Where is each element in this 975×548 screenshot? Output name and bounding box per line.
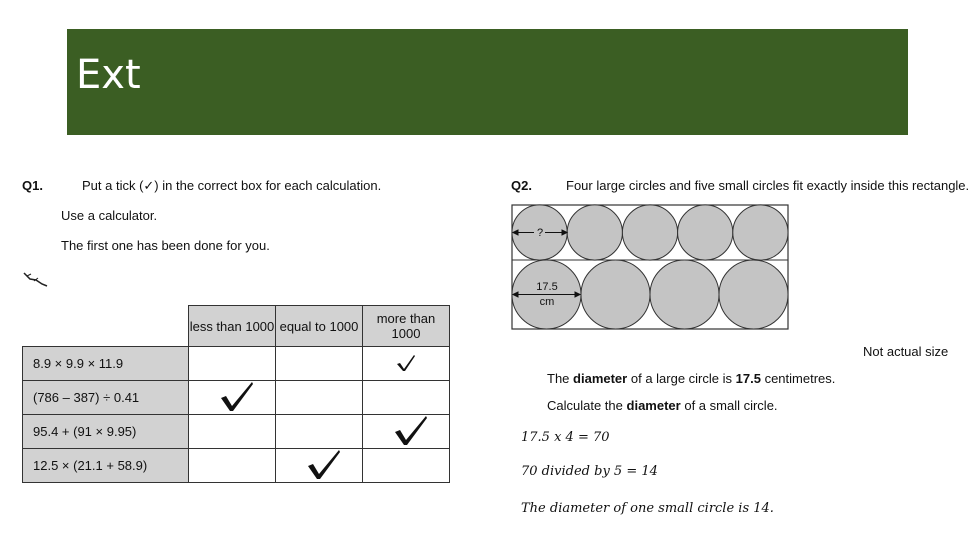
pen-scribble-icon <box>22 270 50 288</box>
tick-mark-icon <box>396 354 416 372</box>
small-circle <box>678 205 733 260</box>
answer-cell[interactable] <box>189 347 276 381</box>
table-row <box>23 381 450 415</box>
answer-cell[interactable] <box>276 449 363 483</box>
small-circle <box>567 205 622 260</box>
header-less-than: less than 1000 <box>189 306 276 347</box>
q1-example-note: The first one has been done for you. <box>61 238 270 253</box>
small-circle <box>622 205 677 260</box>
working-line-2: 70 divided by 5 = 14 <box>521 464 658 479</box>
circles-rectangle-diagram <box>510 203 792 333</box>
q2-instruction: Four large circles and five small circles fit exactly inside this rectangle. <box>566 178 970 193</box>
large-circle <box>719 260 788 329</box>
large-diameter-value: 17.5 <box>536 281 558 293</box>
q1-calculator-note: Use a calculator. <box>61 208 158 223</box>
answer-cell[interactable] <box>276 347 363 381</box>
q2-task-line: Calculate the diameter of a small circle. <box>547 398 778 413</box>
header-equal-to: equal to 1000 <box>276 306 363 347</box>
answer-cell[interactable] <box>363 415 450 449</box>
tick-mark-icon <box>393 414 429 446</box>
answer-cell[interactable] <box>189 415 276 449</box>
table-row <box>23 449 450 483</box>
calc-cell: 8.9 × 9.9 × 11.9 <box>23 347 189 381</box>
table-row <box>23 415 450 449</box>
answer-cell[interactable] <box>276 381 363 415</box>
answer-cell[interactable] <box>363 347 450 381</box>
small-diameter-label: ? <box>536 227 544 239</box>
calc-cell: 12.5 × (21.1 + 58.9) <box>23 449 189 483</box>
large-diameter-unit: cm <box>539 296 555 308</box>
calc-cell: (786 – 387) ÷ 0.41 <box>23 381 189 415</box>
q2-given-line: The diameter of a large circle is 17.5 centimetres. <box>547 371 836 386</box>
answer-cell[interactable] <box>363 449 450 483</box>
answer-cell[interactable] <box>363 381 450 415</box>
tick-mark-icon <box>219 380 255 412</box>
q1-instruction: Put a tick (✓) in the correct box for each calculation. <box>82 178 382 193</box>
large-circle <box>581 260 650 329</box>
not-actual-size-note: Not actual size <box>863 344 949 359</box>
q2-number: Q2. <box>511 178 532 193</box>
large-circle <box>650 260 719 329</box>
answer-cell[interactable] <box>276 415 363 449</box>
q1-number: Q1. <box>22 178 43 193</box>
header-more-than: more than 1000 <box>363 306 450 347</box>
answer-line: The diameter of one small circle is 14. <box>521 501 774 516</box>
answer-cell[interactable] <box>189 381 276 415</box>
working-line-1: 17.5 x 4 = 70 <box>521 430 610 445</box>
table-row <box>23 347 450 381</box>
calc-cell: 95.4 + (91 × 9.95) <box>23 415 189 449</box>
tick-mark-icon <box>306 448 342 480</box>
small-circle <box>733 205 788 260</box>
answer-cell[interactable] <box>189 449 276 483</box>
q1-tick-table <box>22 305 450 483</box>
title-banner <box>67 29 908 135</box>
slide-title: Ext <box>76 52 141 98</box>
